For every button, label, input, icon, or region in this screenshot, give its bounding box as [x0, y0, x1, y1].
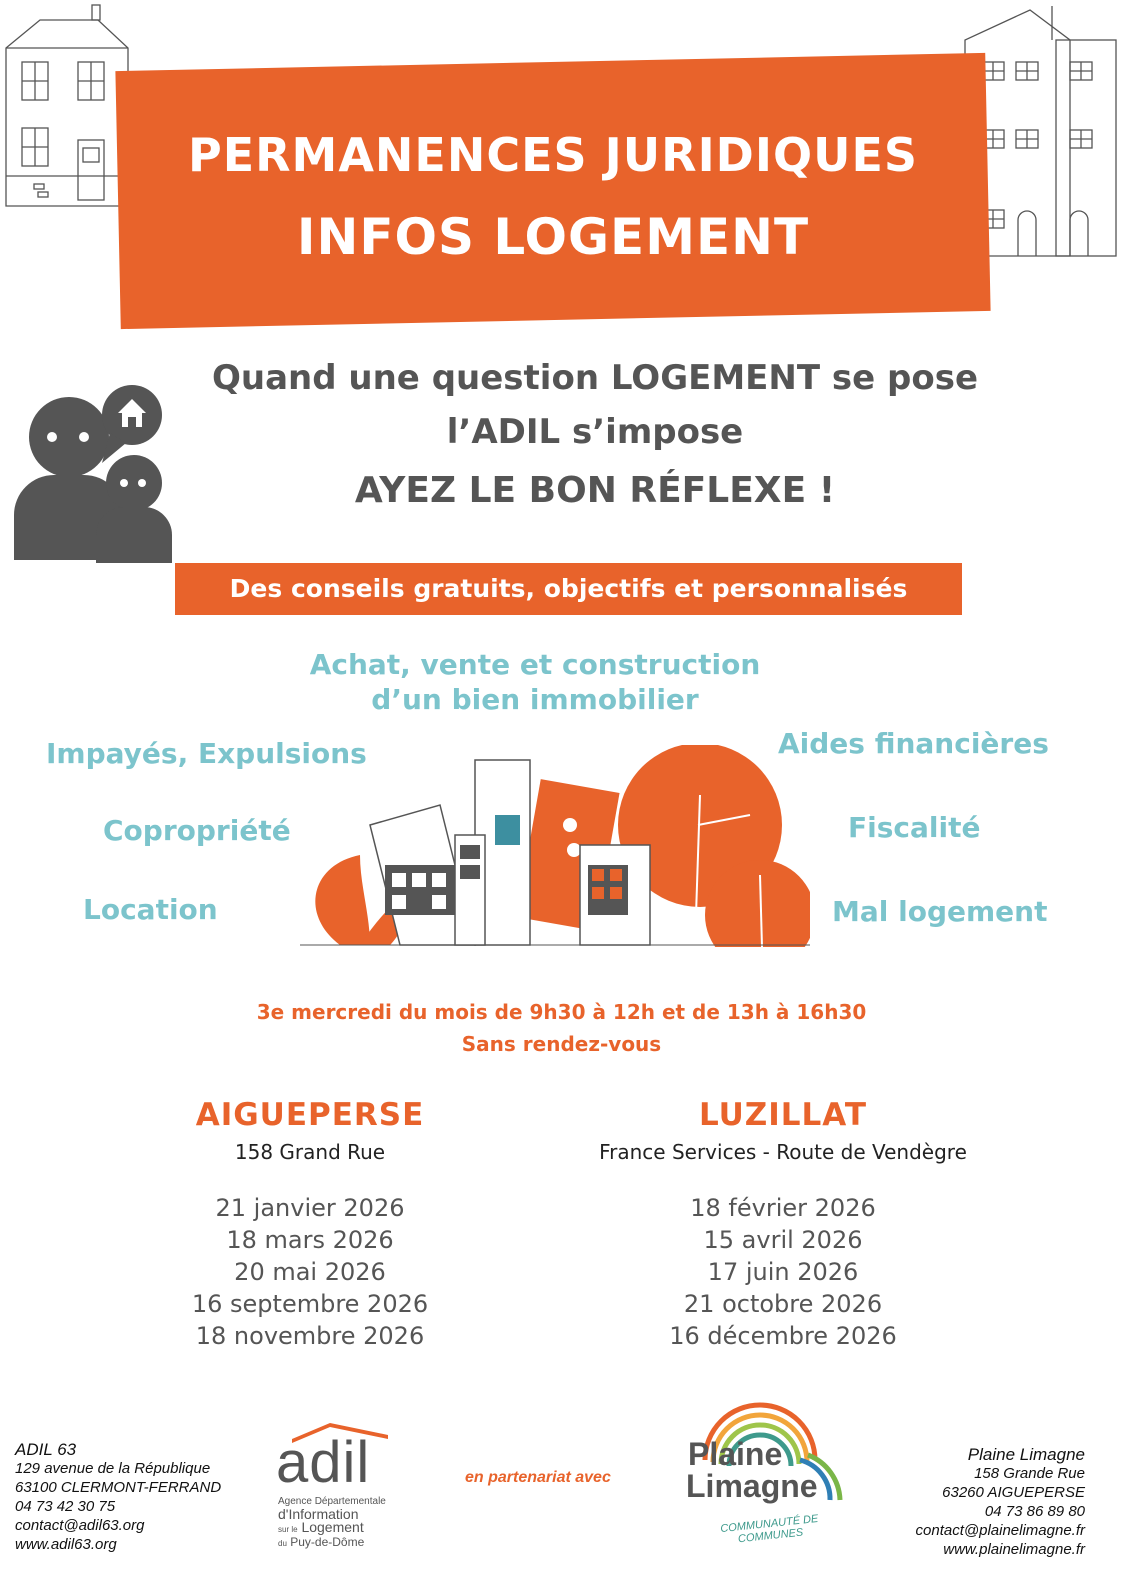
- plaine-email[interactable]: contact@plainelimagne.fr: [915, 1522, 1085, 1539]
- plaine-name: Plaine Limagne: [967, 1445, 1085, 1464]
- topic-impayes: Impayés, Expulsions: [46, 737, 367, 770]
- pl-logo-line1: Plaine: [688, 1436, 783, 1472]
- adil-contact: [15, 1440, 221, 1554]
- plaine-phone: 04 73 86 89 80: [984, 1503, 1085, 1520]
- house-drawing-left: [0, 0, 135, 210]
- date-item: 20 mai 2026: [234, 1258, 386, 1286]
- adil-logo-line2: d'Information: [278, 1506, 359, 1522]
- page-title-line2: INFOS LOGEMENT: [296, 208, 810, 266]
- date-item: 16 décembre 2026: [669, 1322, 897, 1350]
- adil-logo-line4: Puy-de-Dôme: [290, 1535, 365, 1549]
- date-item: 18 février 2026: [690, 1194, 876, 1222]
- adil-name: ADIL 63: [15, 1440, 77, 1459]
- plaine-street: 158 Grande Rue: [974, 1465, 1085, 1482]
- tagline-line2: l’ADIL s’impose: [446, 412, 744, 452]
- adil-logo: [270, 1415, 400, 1555]
- pl-logo-arc-text: COMMUNAUTÉ DE COMMUNES: [719, 1512, 819, 1546]
- tagline-line1: Quand une question LOGEMENT se pose: [211, 358, 979, 398]
- date-item: 16 septembre 2026: [191, 1290, 429, 1318]
- adil-logo-line3: Logement: [301, 1519, 364, 1535]
- advice-banner: Des conseils gratuits, objectifs et personnalisés: [175, 563, 962, 615]
- plaine-city: 63260 AIGUEPERSE: [942, 1484, 1085, 1501]
- plaine-website[interactable]: www.plainelimagne.fr: [943, 1541, 1085, 1558]
- location-city: LUZILLAT: [698, 1097, 868, 1133]
- date-item: 17 juin 2026: [707, 1258, 859, 1286]
- adil-logo-small: sur le: [278, 1525, 298, 1534]
- page-title-line1: PERMANENCES JURIDIQUES: [188, 128, 918, 182]
- topic-location: Location: [83, 893, 218, 926]
- location-address: France Services - Route de Vendègre: [599, 1140, 967, 1164]
- date-item: 21 octobre 2026: [683, 1290, 883, 1318]
- topic-mal-logement: Mal logement: [832, 895, 1048, 928]
- location-address: 158 Grand Rue: [234, 1140, 386, 1164]
- topic-fiscalite: Fiscalité: [848, 811, 981, 844]
- title-banner: [115, 53, 990, 329]
- location-dates: [95, 1192, 525, 1352]
- partnership-text: en partenariat avec: [465, 1469, 611, 1486]
- adil-phone: 04 73 42 30 75: [15, 1498, 116, 1515]
- schedule-hours: 3e mercredi du mois de 9h30 à 12h et de 13h à 16h30: [256, 1000, 867, 1024]
- date-item: 18 novembre 2026: [195, 1322, 425, 1350]
- adil-street: 129 avenue de la République: [15, 1460, 211, 1477]
- adil-website[interactable]: www.adil63.org: [15, 1536, 117, 1553]
- topic-achat-line2: d’un bien immobilier: [371, 683, 699, 716]
- pl-logo-line2: Limagne: [686, 1468, 818, 1504]
- schedule-note: Sans rendez-vous: [461, 1032, 662, 1056]
- adil-logo-line1: Agence Départementale: [278, 1496, 386, 1507]
- houses-illustration: [300, 745, 810, 947]
- adil-wordmark: adil: [276, 1430, 371, 1495]
- adil-email[interactable]: contact@adil63.org: [15, 1517, 145, 1534]
- tagline-line3: AYEZ LE BON RÉFLEXE !: [354, 470, 836, 511]
- location-dates: [568, 1192, 998, 1352]
- topic-achat-line1: Achat, vente et construction: [309, 648, 761, 681]
- date-item: 18 mars 2026: [226, 1226, 394, 1254]
- adil-city: 63100 CLERMONT-FERRAND: [15, 1479, 222, 1496]
- adil-logo-small: du: [278, 1539, 287, 1548]
- date-item: 15 avril 2026: [703, 1226, 863, 1254]
- topic-copropriete: Copropriété: [103, 814, 291, 847]
- date-item: 21 janvier 2026: [215, 1194, 405, 1222]
- location-city: AIGUEPERSE: [195, 1097, 425, 1133]
- plaine-contact: [880, 1445, 1085, 1559]
- plaine-limagne-logo: [680, 1400, 855, 1560]
- topic-aides: Aides financières: [778, 727, 1049, 760]
